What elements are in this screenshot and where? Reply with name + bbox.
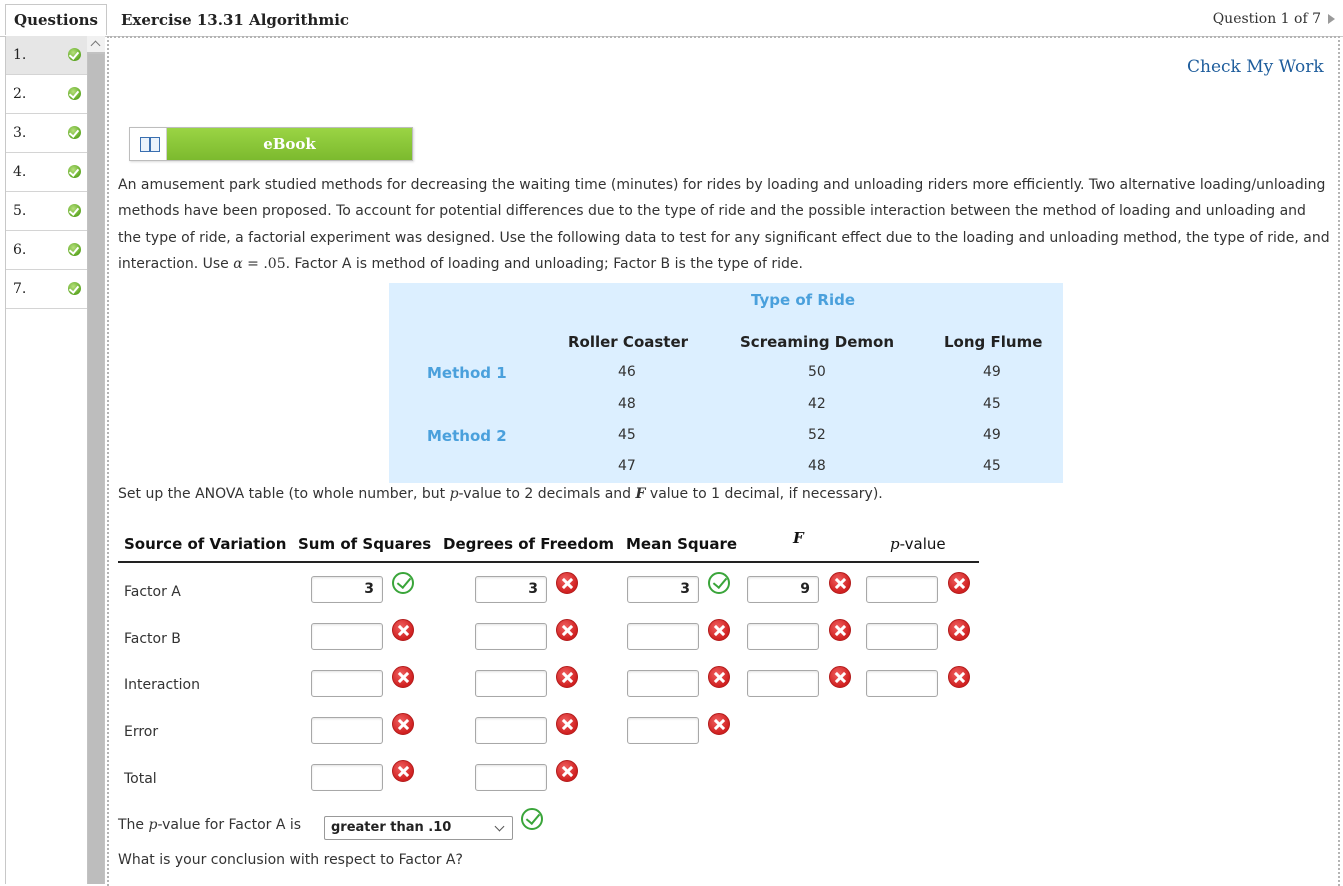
factor-b-f-input[interactable]	[747, 623, 819, 650]
complete-check-icon	[68, 48, 81, 61]
header-source-of-variation: Source of Variation	[124, 535, 287, 553]
question-number: 5.	[13, 203, 27, 219]
p-symbol: p	[890, 535, 900, 553]
incorrect-x-icon	[392, 713, 414, 735]
complete-check-icon	[68, 126, 81, 139]
factor-a-df-input[interactable]: 3	[475, 576, 547, 603]
p-symbol: p	[449, 486, 459, 502]
incorrect-x-icon	[392, 619, 414, 641]
data-cell: 45	[983, 458, 1001, 474]
incorrect-x-icon	[556, 666, 578, 688]
row-label-interaction: Interaction	[124, 677, 200, 693]
questions-tab[interactable]: Questions	[5, 4, 107, 35]
question-item-7[interactable]	[6, 270, 88, 309]
data-cell: 49	[983, 427, 1001, 443]
incorrect-x-icon	[708, 619, 730, 641]
p-symbol: p	[148, 817, 158, 833]
setup-instructions	[118, 486, 883, 502]
question-counter: Question 1 of 7	[1212, 11, 1321, 27]
error-ss-input[interactable]	[311, 717, 383, 744]
complete-check-icon	[68, 243, 81, 256]
incorrect-x-icon	[556, 572, 578, 594]
pvalue-question	[118, 817, 301, 833]
correct-check-icon	[708, 572, 730, 594]
header-divider	[118, 561, 979, 563]
question-number: 4.	[13, 164, 27, 180]
row-label-factor-b: Factor B	[124, 631, 181, 647]
factor-b-ss-input[interactable]	[311, 623, 383, 650]
data-cell: 47	[618, 458, 636, 474]
book-icon	[140, 137, 160, 152]
total-df-input[interactable]	[475, 764, 547, 791]
pvalue-text-b: -value for Factor A is	[157, 817, 302, 833]
factor-b-df-input[interactable]	[475, 623, 547, 650]
data-cell: 48	[618, 396, 636, 412]
factor-a-p-input[interactable]	[866, 576, 938, 603]
f-symbol: F	[635, 486, 646, 502]
scroll-up-icon[interactable]	[87, 36, 105, 52]
question-list	[5, 36, 88, 884]
incorrect-x-icon	[948, 572, 970, 594]
row-label-error: Error	[124, 724, 159, 740]
incorrect-x-icon	[829, 572, 851, 594]
col-header-screaming-demon: Screaming Demon	[740, 333, 895, 351]
incorrect-x-icon	[392, 760, 414, 782]
complete-check-icon	[68, 282, 81, 295]
interaction-p-input[interactable]	[866, 670, 938, 697]
pvalue-text-a: The	[118, 817, 149, 833]
header-sum-of-squares: Sum of Squares	[298, 535, 432, 553]
data-cell: 45	[983, 396, 1001, 412]
question-item-3[interactable]	[6, 114, 88, 153]
ebook-icon-box	[130, 128, 167, 160]
setup-text-b: -value to 2 decimals and	[458, 486, 636, 502]
question-number: 7.	[13, 281, 27, 297]
problem-text-2: . Factor A is method of loading and unloading; Factor B is the type of ride.	[285, 255, 803, 272]
interaction-ss-input[interactable]	[311, 670, 383, 697]
complete-check-icon	[68, 165, 81, 178]
next-question-icon[interactable]	[1328, 14, 1335, 24]
incorrect-x-icon	[556, 760, 578, 782]
type-of-ride-header: Type of Ride	[751, 291, 856, 309]
incorrect-x-icon	[708, 666, 730, 688]
problem-text-1: An amusement park studied methods for decreasing the waiting time (minutes) for rides by loading and unloading riders more efficiently. Two alternative loading/unloading methods have been proposed. To account for potential differences due to the type of ride and the possible interaction between the method of loading and unloading and the type of ride, a factorial experiment was designed. Use the following data to test for any significant effect due to the loading and unloading method, the type of ride, and interaction. Use	[118, 177, 1330, 272]
method-2-label: Method 2	[427, 427, 507, 445]
question-number: 3.	[13, 125, 27, 141]
setup-text-c: value to 1 decimal, if necessary).	[645, 486, 883, 502]
error-df-input[interactable]	[475, 717, 547, 744]
data-cell: 48	[808, 458, 826, 474]
factor-a-ss-input[interactable]: 3	[311, 576, 383, 603]
row-label-total: Total	[124, 771, 157, 787]
col-header-long-flume: Long Flume	[944, 333, 1043, 351]
incorrect-x-icon	[829, 619, 851, 641]
pvalue-select-value: greater than .10	[331, 820, 452, 835]
top-bar	[0, 0, 1343, 37]
check-my-work-link[interactable]: Check My Work	[1187, 57, 1324, 77]
header-p-value	[890, 535, 946, 553]
problem-statement	[118, 172, 1333, 277]
incorrect-x-icon	[556, 619, 578, 641]
question-item-6[interactable]	[6, 231, 88, 270]
factor-b-p-input[interactable]	[866, 623, 938, 650]
interaction-f-input[interactable]	[747, 670, 819, 697]
correct-check-icon	[521, 808, 543, 830]
complete-check-icon	[68, 87, 81, 100]
incorrect-x-icon	[948, 619, 970, 641]
data-cell: 42	[808, 396, 826, 412]
setup-text-a: Set up the ANOVA table (to whole number, but	[118, 486, 450, 502]
question-item-2[interactable]	[6, 75, 88, 114]
header-mean-square: Mean Square	[626, 535, 738, 553]
header-degrees-of-freedom: Degrees of Freedom	[443, 535, 615, 553]
scrollbar-thumb[interactable]	[88, 54, 104, 884]
question-item-4[interactable]	[6, 153, 88, 192]
data-cell: 50	[808, 364, 826, 380]
incorrect-x-icon	[948, 666, 970, 688]
exercise-title: Exercise 13.31 Algorithmic	[121, 11, 350, 29]
header-f: F	[793, 529, 804, 547]
question-number: 6.	[13, 242, 27, 258]
factor-a-f-input[interactable]: 9	[747, 576, 819, 603]
col-header-roller-coaster: Roller Coaster	[568, 333, 689, 351]
complete-check-icon	[68, 204, 81, 217]
factor-b-ms-input[interactable]	[627, 623, 699, 650]
p-value-suffix: -value	[899, 535, 946, 553]
chevron-down-icon	[495, 822, 505, 832]
ride-data-table	[389, 283, 1063, 483]
ebook-button[interactable]	[129, 127, 413, 161]
factor-a-ms-input[interactable]: 3	[627, 576, 699, 603]
pvalue-select[interactable]	[324, 816, 513, 840]
correct-check-icon	[392, 572, 414, 594]
ebook-label: eBook	[167, 128, 412, 160]
error-ms-input[interactable]	[627, 717, 699, 744]
data-cell: 45	[618, 427, 636, 443]
alpha-symbol: α	[233, 255, 243, 272]
total-ss-input[interactable]	[311, 764, 383, 791]
question-number: 1.	[13, 47, 27, 63]
incorrect-x-icon	[556, 713, 578, 735]
conclusion-question: What is your conclusion with respect to Factor A?	[118, 852, 463, 868]
data-cell: 49	[983, 364, 1001, 380]
interaction-ms-input[interactable]	[627, 670, 699, 697]
alpha-value: = .05	[242, 255, 286, 272]
data-cell: 46	[618, 364, 636, 380]
incorrect-x-icon	[392, 666, 414, 688]
incorrect-x-icon	[829, 666, 851, 688]
interaction-df-input[interactable]	[475, 670, 547, 697]
data-cell: 52	[808, 427, 826, 443]
question-item-1[interactable]	[6, 36, 88, 75]
incorrect-x-icon	[708, 713, 730, 735]
question-number: 2.	[13, 86, 27, 102]
method-1-label: Method 1	[427, 364, 507, 382]
question-item-5[interactable]	[6, 192, 88, 231]
row-label-factor-a: Factor A	[124, 584, 181, 600]
